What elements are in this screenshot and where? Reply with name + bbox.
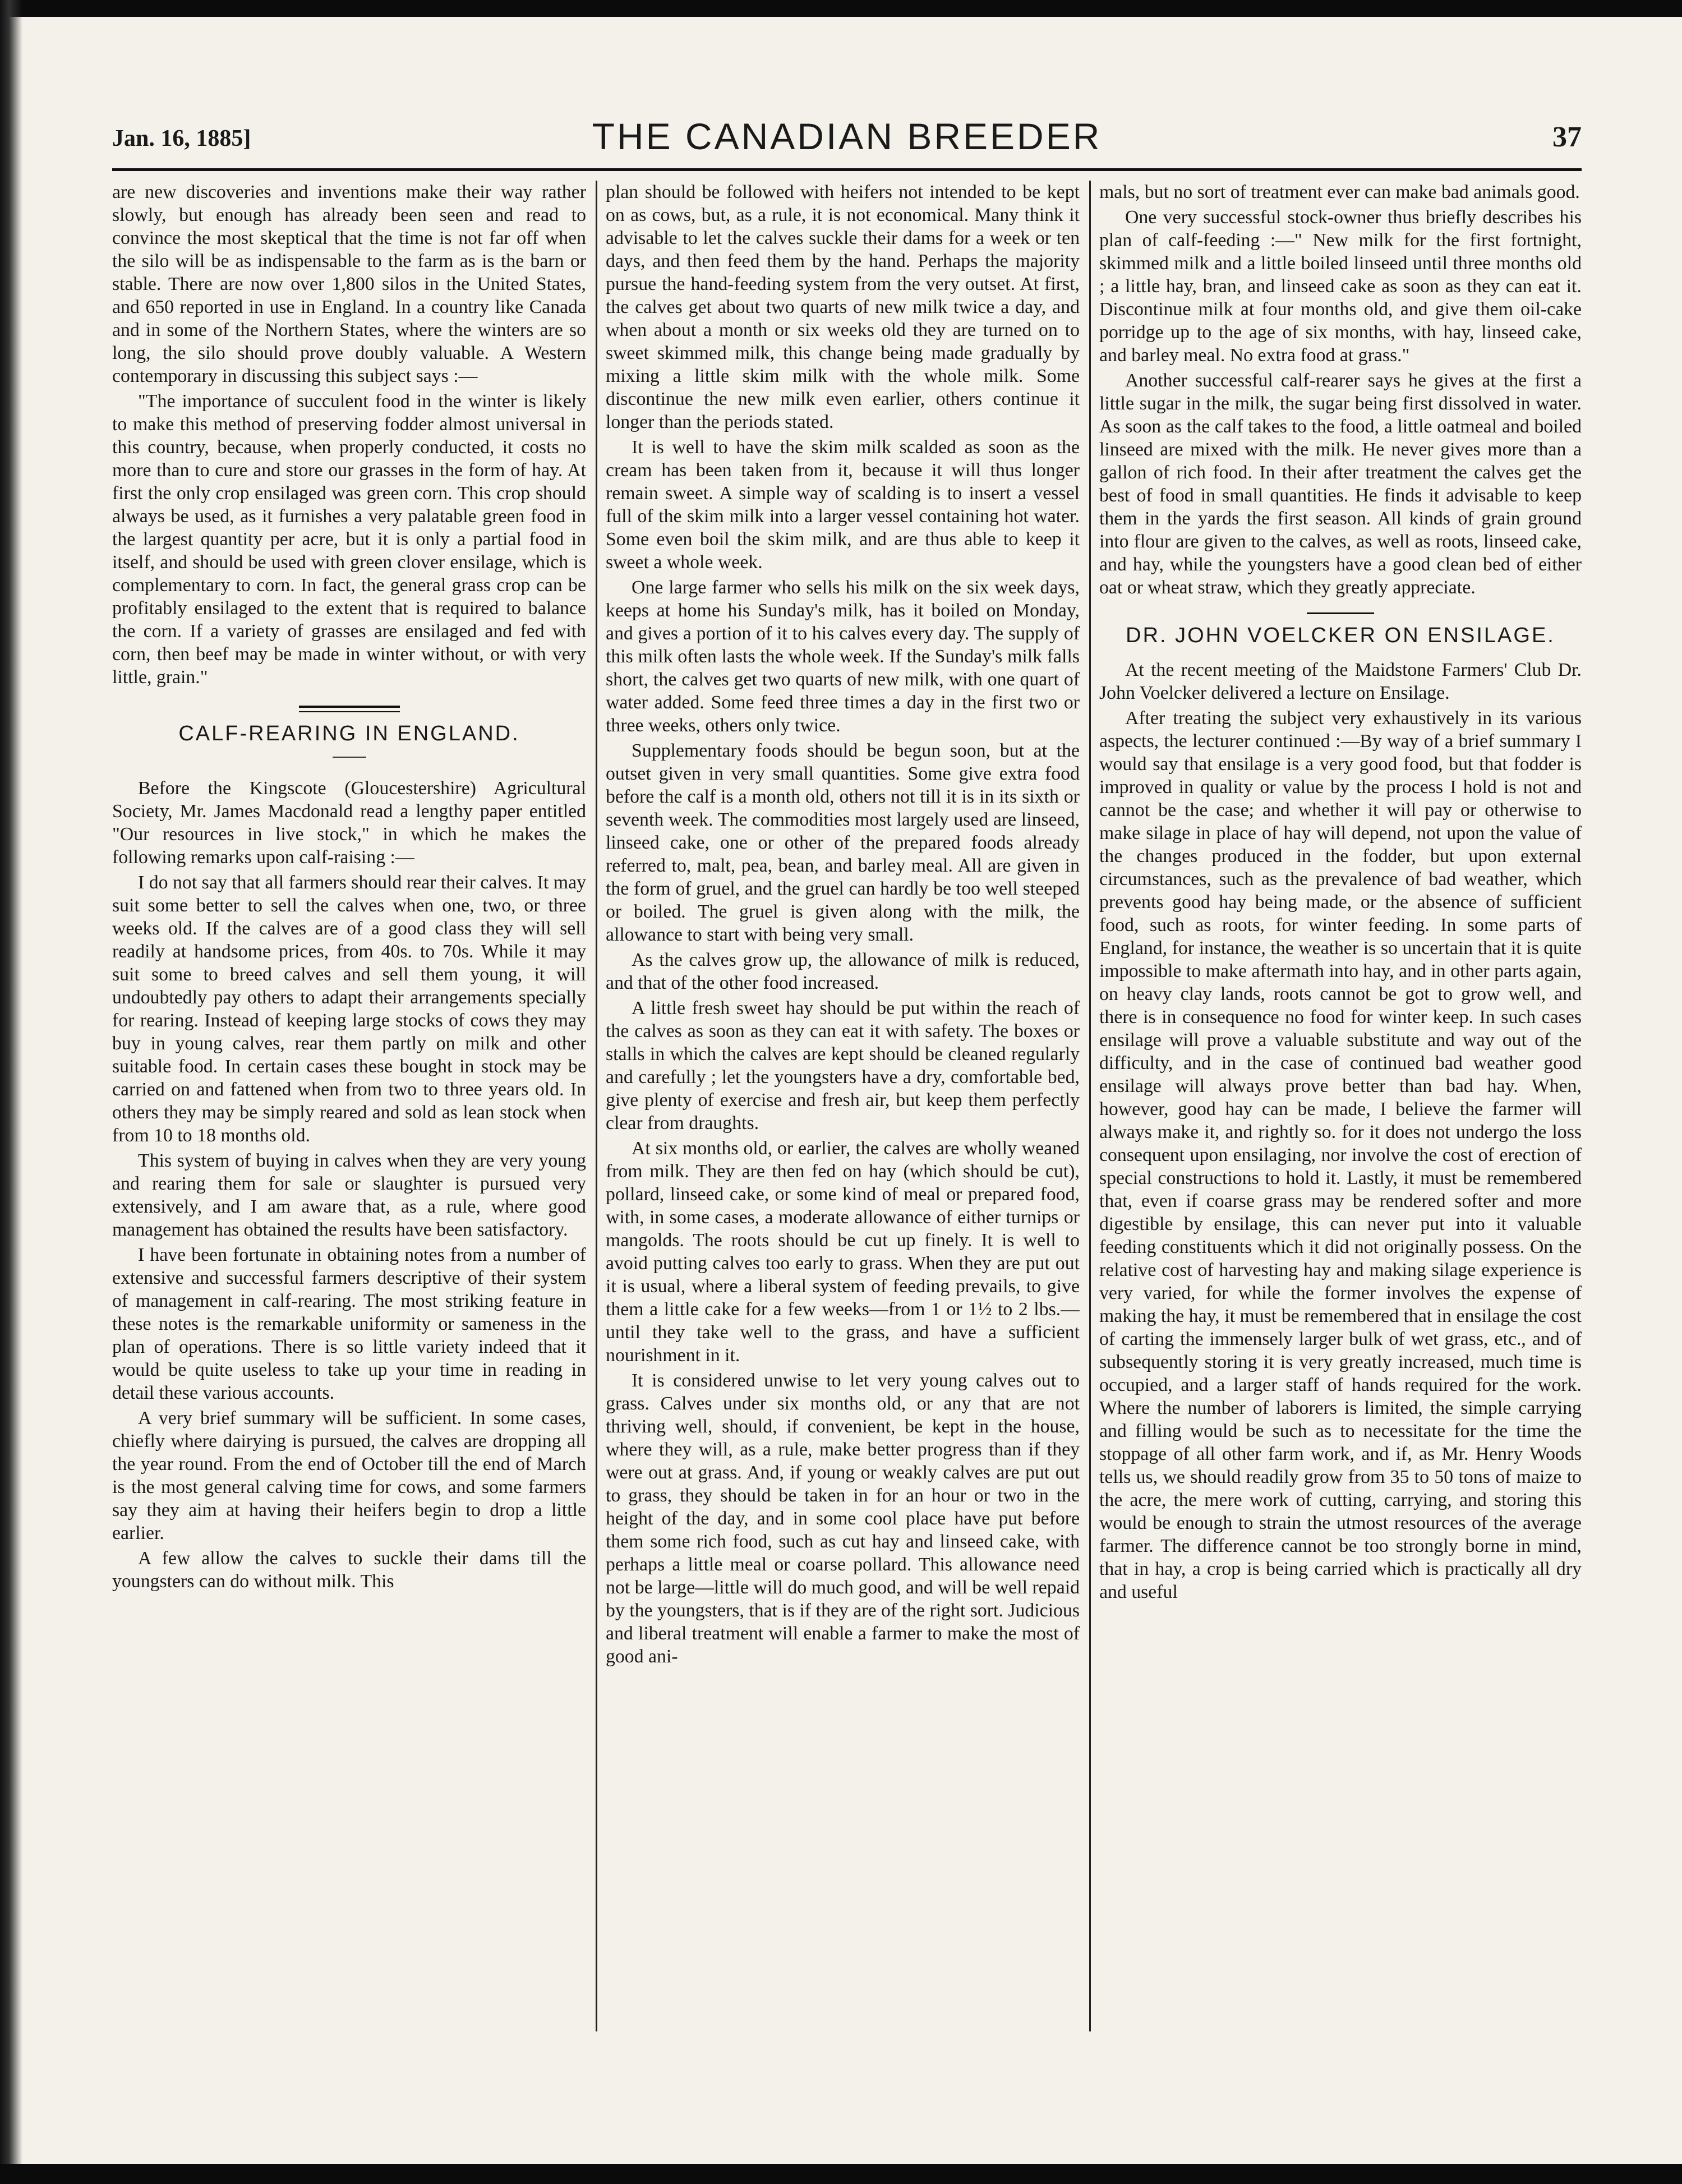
paragraph: One very successful stock-owner thus briefly describes his plan of calf-feeding :—" New milk for the first fortnight, skimmed milk and a little boiled linseed until three months old ; a little hay, bran, and linseed cake as soon as they can eat it. Discontinue milk at four months old, and give them oil-cake porridge up to the age of six months, with hay, linseed cake, and barley meal. No extra food at grass.": [1099, 207, 1582, 366]
right-column: [1099, 181, 1582, 2054]
binding-edge: [0, 0, 22, 2184]
section-rule: [1307, 612, 1374, 614]
paragraph: A very brief summary will be sufficient. In some cases, chiefly where dairying is pursued, the calves are dropping all the year round. From the end of October till the end of March is the most general calving time for cows, and some farmers say they aim at having their heifers begin to drop a little earlier.: [112, 1408, 586, 1543]
paragraph: This system of buying in calves when they are very young and rearing them for sale or slaughter is pursued very extensively, and I am aware that, as a rule, where good management has obtained the results have been satisfactory.: [112, 1150, 586, 1240]
section-heading: CALF-REARING IN ENGLAND.: [178, 722, 520, 745]
paragraph: Another successful calf-rearer says he gives at the first a little sugar in the milk, the sugar being first dissolved in water. As soon as the calf takes to the food, a little oatmeal and boiled linseed are mixed with the milk. He never gives more than a gallon of rich food. In their after treatment the calves get the best of food in small quantities. He finds it advisable to keep them in the yards the first season. All kinds of grain ground into flour are given to the calves, as well as roots, linseed cake, and hay, while the youngsters have a good clean bed of either oat or wheat straw, which they greatly appreciate.: [1099, 370, 1582, 598]
middle-column: [606, 181, 1080, 2054]
paragraph: It is considered unwise to let very young calves out to grass. Calves under six months old, or any that are not thriving well, should, if convenient, be kept in the house, where they will, as a rule, make better progress than if they were out at grass. And, if young or weakly calves are put out to grass, they should be taken in for an hour or two in the height of the day, and in some cool place have put before them some rich food, such as cut hay and linseed cake, with perhaps a little meal or coarse pollard. This allowance need not be large—little will do much good, and will be well repaid by the youngsters, that is if they are of the right sort. Judicious and liberal treatment will enable a farmer to make the most of good ani-: [606, 1370, 1080, 1667]
page-number: 37: [1552, 121, 1582, 153]
paragraph: At the recent meeting of the Maidstone Farmers' Club Dr. John Voelcker delivered a lecture on Ensilage.: [1099, 660, 1582, 703]
paragraph: Before the Kingscote (Gloucestershire) Agricultural Society, Mr. James Macdonald read a lengthy paper entitled "Our resources in live stock," in which he makes the following remarks upon calf-raising :—: [112, 778, 586, 868]
bottom-border: [0, 2164, 1682, 2184]
paragraph: A little fresh sweet hay should be put within the reach of the calves as soon as they can eat it with safety. The boxes or stalls in which the calves are kept should be cleaned regularly and carefully ; let the youngsters have a dry, comfortable bed, give plenty of exercise and fresh air, but keep them perfectly clear from draughts.: [606, 998, 1080, 1134]
paragraph: At six months old, or earlier, the calves are wholly weaned from milk. They are then fed on hay (which should be cut), pollard, linseed cake, or some kind of meal or prepared food, with, in some cases, a moderate allowance of either turnips or mangolds. The roots should be cut up finely. It is well to avoid putting calves too early to grass. When they are put out it is usual, where a liberal system of feeding prevails, to give them a little cake for a few weeks—from 1 or 1½ to 2 lbs.—until they take well to the grass, and have a sufficient nourishment in it.: [606, 1138, 1080, 1366]
paragraph: A few allow the calves to suckle their dams till the youngsters can do without milk. This: [112, 1548, 586, 1592]
paragraph: I have been fortunate in obtaining notes from a number of extensive and successful farmers descriptive of their system of management in calf-rearing. The most striking feature in these notes is the remarkable uniformity or sameness in the plan of operations. There is so little variety indeed that it would be quite useless to take up your time in reading in detail these various accounts.: [112, 1245, 586, 1403]
left-column: [112, 181, 586, 2054]
heading-rule: [333, 757, 366, 758]
newspaper-title: THE CANADIAN BREEDER: [592, 116, 1102, 157]
issue-date: Jan. 16, 1885]: [112, 126, 251, 151]
section-heading: DR. JOHN VOELCKER ON ENSILAGE.: [1126, 624, 1555, 647]
paragraph: plan should be followed with heifers not intended to be kept on as cows, but, as a rule, it is not economical. Many think it advisable to let the calves suckle their dams for a week or ten days, and then feed them by the hand. Perhaps the majority pursue the hand-feeding system from the very outset. At first, the calves get about two quarts of new milk twice a day, and when about a month or six weeks old they are turned on to sweet skimmed milk, this change being made gradually by mixing a little skim milk with the whole milk. Some discontinue the new milk even earlier, others continue it longer than the periods stated.: [606, 182, 1080, 432]
paragraph: One large farmer who sells his milk on the six week days, keeps at home his Sunday's milk, has it boiled on Monday, and gives a portion of it to his calves every day. The supply of this milk often lasts the whole week. If the Sunday's milk falls short, the calves get two quarts of new milk, with one quart of water added. Some feed three times a day in the first two or three weeks, others only twice.: [606, 577, 1080, 736]
paragraph: After treating the subject very exhaustively in its various aspects, the lecturer continued :—By way of a brief summary I would say that ensilage is a very good food, but that fodder is improved in quality or value by the process I hold is not and cannot be the case; and whether it will pay or otherwise to make silage in place of hay will depend, not upon the value of the changes produced in the fodder, but upon external circumstances, such as the prevalence of bad weather, which prevents good hay being made, or the absence of sufficient food, such as roots, for winter feeding. In some parts of England, for instance, the weather is so uncertain that it is quite impossible to make aftermath into hay, and in other parts again, on heavy clay lands, roots cannot be got to grow well, and there is in consequence no food for winter keep. In such cases ensilage will prove a valuable substitute and way out of the difficulty, and in the case of continued bad weather good ensilage will always prove better than bad hay. When, however, good hay can be made, I believe the farmer will always make it, and rightly so. for it does not undergo the loss consequent upon ensilaging, nor involve the cost of erection of special constructions to hold it. Lastly, it must be remembered that, even if coarse grass may be rendered softer and more digestible by ensilage, this can never put into it valuable feeding constituents which it did not originally possess. On the relative cost of harvesting hay and making silage experience is very varied, for while the former involves the expense of making the hay, it must be remembered that in ensilage the cost of carting the immensely larger bulk of wet grass, etc., and of subsequently storing it is very greatly increased, much time is occupied, and a larger staff of hands required for the work. Where the number of laborers is limited, the simple carrying and filling would be such as to necessitate for the time the stoppage of all other farm work, and if, as Mr. Henry Woods tells us, we should readily grow from 35 to 50 tons of maize to the acre, the mere work of cutting, carrying, and storing this would be enough to strain the utmost resources of the average farmer. The difference cannot be too strongly borne in mind, that in hay, a crop is being carried which is practically all dry and useful: [1099, 708, 1582, 1602]
paragraph: "The importance of succulent food in the winter is likely to make this method of preserving fodder almost universal in this country, because, when properly conducted, it costs no more than to cure and store our grasses in the form of hay. At first the only crop ensilaged was green corn. This crop should always be used, as it furnishes a very palatable green food in the largest quantity per acre, but it is only a partial food in itself, and should be used with green clover ensilage, which is complementary to corn. In fact, the general grass crop can be profitably ensilaged to the extent that is required to balance the corn. If a variety of grasses are ensilaged and fed with corn, then beef may be made in winter without, or with very little, grain.": [112, 391, 586, 688]
header-rule: [112, 168, 1582, 171]
paragraph: Supplementary foods should be begun soon, but at the outset given in very small quantities. Some give extra food before the calf is a month old, others not till it is in its sixth or seventh week. The commodities most largely used are linseed, linseed cake, one or other of the prepared foods already referred to, malt, pea, bean, and barley meal. All are given in the form of gruel, and the gruel can hardly be too well steeped or boiled. The gruel is given along with the milk, the allowance to start with being very small.: [606, 740, 1080, 945]
page-header: [112, 115, 1582, 160]
paragraph: mals, but no sort of treatment ever can make bad animals good.: [1099, 182, 1580, 202]
column-divider: [596, 181, 597, 2031]
top-border: [0, 0, 1682, 17]
section-rule: [299, 706, 400, 712]
paragraph: I do not say that all farmers should rear their calves. It may suit some better to sell the calves when one, two, or three weeks old. If the calves are of a good class they will sell readily at handsome prices, from 40s. to 70s. While it may suit some to breed calves and sell them young, it will undoubtedly pay others to adapt their arrangements specially for rearing. Instead of keeping large stocks of cows they may buy in young calves, rear them partly on milk and other suitable food. In certain cases these bought in stock may be carried on and fattened when from two to three years old. In others they may be simply reared and sold as lean stock when from 10 to 18 months old.: [112, 872, 586, 1146]
paragraph: are new discoveries and inventions make their way rather slowly, but enough has already been seen and read to convince the most skeptical that the time is not far off when the silo will be as indispensable to the farm as is the barn or stable. There are now over 1,800 silos in the United States, and 650 reported in use in England. In a country like Canada and in some of the Northern States, where the winters are so long, the silo should prove doubly valuable. A Western contemporary in discussing this subject says :—: [112, 182, 586, 386]
paragraph: As the calves grow up, the allowance of milk is reduced, and that of the other food increased.: [606, 950, 1080, 993]
column-divider: [1089, 181, 1091, 2031]
paragraph: It is well to have the skim milk scalded as soon as the cream has been taken from it, because it will thus longer remain sweet. A simple way of scalding is to insert a vessel full of the skim milk into a larger vessel containing hot water. Some even boil the skim milk, and are thus able to keep it sweet a whole week.: [606, 437, 1080, 573]
